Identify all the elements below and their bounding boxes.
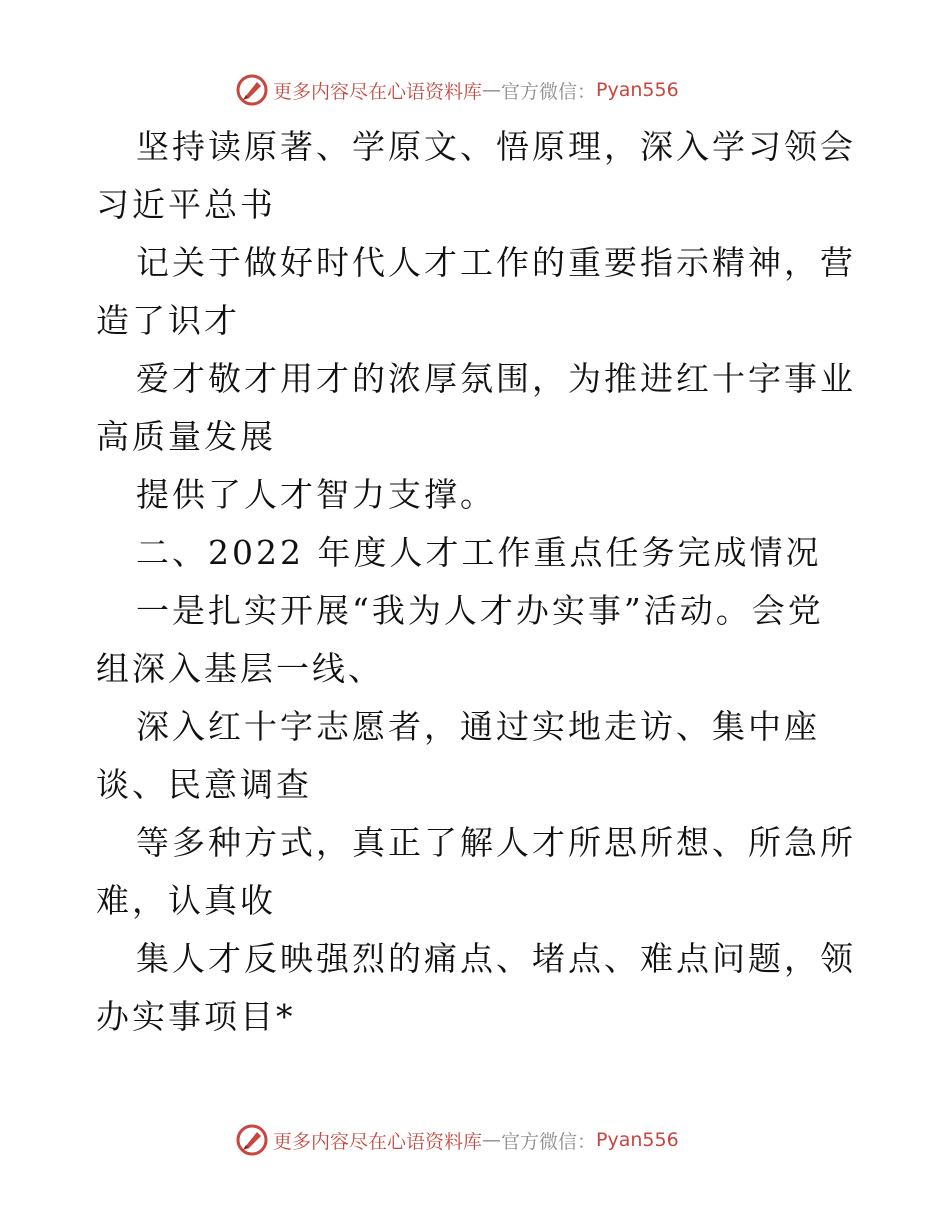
paragraph: 提供了人才智力支撑。 bbox=[136, 475, 496, 514]
paragraph: 集人才反映强烈的痛点、堵点、难点问题，领办实事项目* bbox=[96, 939, 856, 1036]
section-heading: 二、2022 年度人才工作重点任务完成情况 bbox=[136, 533, 822, 572]
watermark-text: 更多内容尽在心语资料库 bbox=[273, 80, 483, 103]
watermark-wechat-label: 官方微信： bbox=[501, 80, 597, 103]
watermark-separator: — bbox=[482, 79, 502, 101]
paragraph: 爱才敬才用才的浓厚氛围，为推进红十字事业高质量发展 bbox=[96, 359, 856, 456]
paragraph: 记关于做好时代人才工作的重要指示精神，营造了识才 bbox=[96, 243, 856, 340]
watermark-wechat-id: Pyan556 bbox=[596, 79, 679, 101]
watermark-wechat-label: 官方微信： bbox=[501, 1130, 597, 1153]
watermark-text: 更多内容尽在心语资料库 bbox=[273, 1130, 483, 1153]
paragraph: 坚持读原著、学原文、悟原理，深入学习领会习近平总书 bbox=[96, 127, 856, 224]
pen-nib-logo-icon bbox=[235, 73, 269, 107]
pen-nib-logo-icon bbox=[235, 1123, 269, 1157]
watermark-separator: — bbox=[482, 1129, 502, 1151]
paragraph: 一是扎实开展“我为人才办实事”活动。会党组深入基层一线、 bbox=[96, 591, 824, 688]
footer-watermark bbox=[235, 1122, 679, 1158]
watermark-wechat-id: Pyan556 bbox=[596, 1129, 679, 1151]
paragraph: 等多种方式，真正了解人才所思所想、所急所难，认真收 bbox=[96, 823, 856, 920]
paragraph: 深入红十字志愿者，通过实地走访、集中座谈、民意调查 bbox=[96, 707, 820, 804]
document-body bbox=[96, 118, 856, 1046]
header-watermark bbox=[235, 72, 679, 108]
